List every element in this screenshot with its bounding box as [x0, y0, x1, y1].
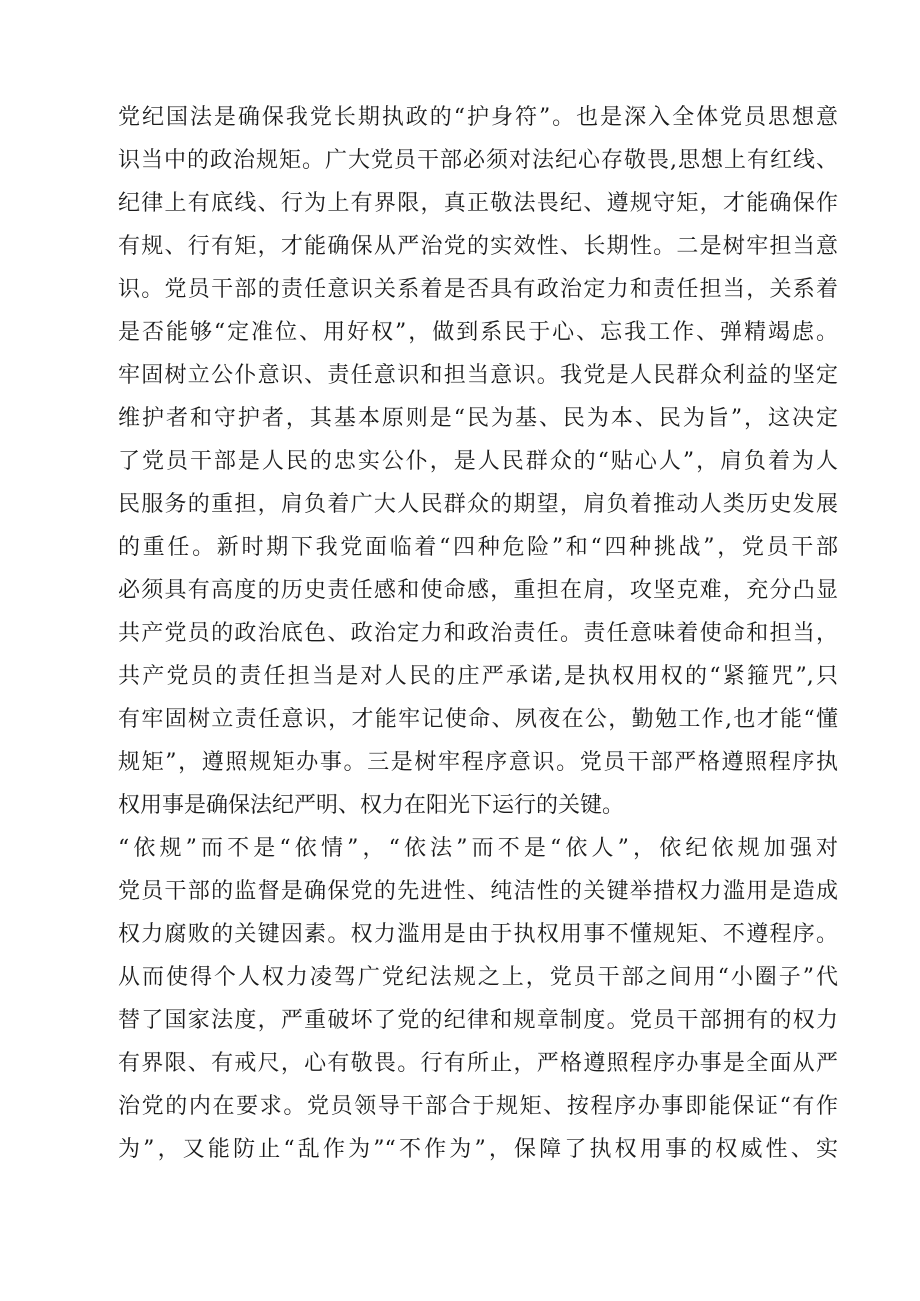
text-line: 有规、行有矩，才能确保从严治党的实效性、长期性。二是树牢担当意 [118, 234, 838, 259]
text-line: 牢固树立公仆意识、责任意识和担当意识。我党是人民群众利益的坚定 [118, 363, 838, 388]
text-line: 的重任。新时期下我党面临着“四种危险”和“四种挑战”，党员干部 [118, 535, 838, 560]
body-text [118, 96, 838, 1171]
text-line: 共产党员的政治底色、政治定力和政治责任。责任意味着使命和担当， [118, 621, 838, 646]
text-line: 识。党员干部的责任意识关系着是否具有政治定力和责任担当，关系着 [118, 277, 838, 302]
text-line: 有牢固树立责任意识，才能牢记使命、夙夜在公，勤勉工作,也才能“懂 [118, 707, 838, 732]
text-line: 党员干部的监督是确保党的先进性、纯洁性的关键举措权力滥用是造成 [118, 879, 838, 904]
text-line: 是否能够“定准位、用好权”，做到系民于心、忘我工作、弹精竭虑。 [118, 320, 838, 345]
text-line: 了党员干部是人民的忠实公仆，是人民群众的“贴心人”，肩负着为人 [118, 449, 838, 474]
text-line: “依规”而不是“依情”，“依法”而不是“依人”，依纪依规加强对 [118, 836, 838, 861]
text-line: 治党的内在要求。党员领导干部合于规矩、按程序办事即能保证“有作 [118, 1094, 838, 1119]
text-line: 必须具有高度的历史责任感和使命感，重担在肩，攻坚克难，充分凸显 [118, 578, 838, 603]
text-line: 共产党员的责任担当是对人民的庄严承诺,是执权用权的“紧箍咒”,只 [118, 664, 838, 689]
paragraph-2 [118, 827, 838, 1171]
text-line: 纪律上有底线、行为上有界限，真正敬法畏纪、遵规守矩，才能确保作 [118, 191, 838, 216]
text-line: 为”，又能防止“乱作为”“不作为”，保障了执权用事的权威性、实 [118, 1137, 838, 1162]
text-line: 维护者和守护者，其基本原则是“民为基、民为本、民为旨”，这决定 [118, 406, 838, 431]
text-line: 规矩”，遵照规矩办事。三是树牢程序意识。党员干部严格遵照程序执 [118, 750, 838, 775]
text-line: 党纪国法是确保我党长期执政的“护身符”。也是深入全体党员思想意 [118, 105, 838, 130]
text-line: 权力腐败的关键因素。权力滥用是由于执权用事不懂规矩、不遵程序。 [118, 922, 838, 947]
text-line: 识当中的政治规矩。广大党员干部必须对法纪心存敬畏,思想上有红线、 [118, 148, 838, 173]
text-line: 有界限、有戒尺，心有敬畏。行有所止，严格遵照程序办事是全面从严 [118, 1051, 838, 1076]
paragraph-1 [118, 96, 838, 827]
text-line: 民服务的重担，肩负着广大人民群众的期望，肩负着推动人类历史发展 [118, 492, 838, 517]
text-line: 从而使得个人权力凌驾广党纪法规之上，党员干部之间用“小圈子”代 [118, 965, 838, 990]
text-line-last: 权用事是确保法纪严明、权力在阳光下运行的关键。 [118, 793, 625, 818]
text-line: 替了国家法度，严重破坏了党的纪律和规章制度。党员干部拥有的权力 [118, 1008, 838, 1033]
